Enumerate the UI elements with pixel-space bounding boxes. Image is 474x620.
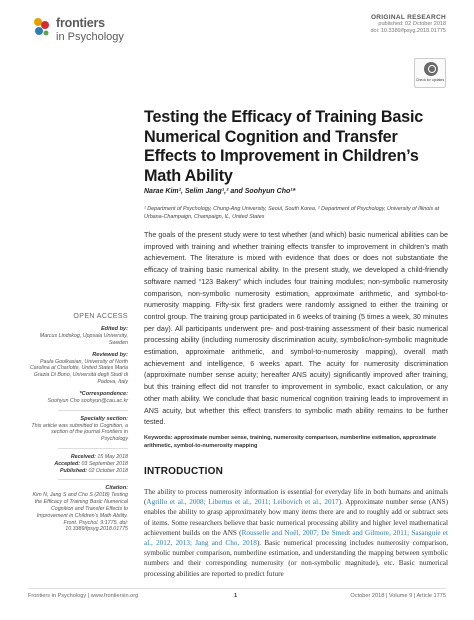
accepted-date: Accepted: 03 September 2018 [54,460,128,467]
sidebar [28,313,128,538]
check-updates-icon [424,62,438,76]
article-type: ORIGINAL RESEARCH [370,14,446,21]
specialty-label: Specialty section: [80,415,128,422]
frontiers-logo-icon [30,16,52,38]
logo-journal-text: in Psychology [56,31,124,43]
edited-by-label: Edited by: [100,326,128,332]
keywords: Keywords: approximate number sense, training, numerosity comparison, numberline estimation, approximate arithmetic, symbol-to-numerosity mapping [144,435,437,449]
abstract: The goals of the present study were to test whether (and which) basic numerical abilities can be improved with training and whether training effects transfer to improvement in children’s math achievement. The literature is mixed with evidence that does or does not substantiate the efficacy of training basic numerical ability. In the present study, we developed a child-friendly software named “123 Bakery” which includes four training modules; non-symbolic numerosity comparison, non-symbolic numerosity estimation, approximate arithmetic, and symbol-to-numerosity mapping. Fifty-six first graders were randomly assigned to either the training or control group. The training group participated in 6 weeks of training (5 times a week, 30 minutes per day). All participants underwent pre- and post-training assessment of their basic numerical processing ability (including numerosity discrimination acuity, symbolic/non-symbolic magnitude estimation, approximate arithmetic, and symbol-to-numerosity mapping), overall math achievement and intelligence, 6 weeks apart. The acuity for numerosity discrimination (approximate number sense acuity; hereafter ANS acuity) significantly improved after training, but this training effect did not transfer to improvement in symbolic, exact calculation, or any other math ability. We conclude that basic numerical cognition training leads to improvement in ANS acuity, but whether this effect transfers to symbolic math ability remains to be further tested. [144,231,448,427]
citation-link[interactable]: Agrillo et al., 2008; Libertus et al., 2011; Leibovich et al., 2017 [146,498,339,507]
frontiers-logo[interactable] [30,14,140,48]
citation: Kim N, Jang S and Cho S (2018) Testing the Efficacy of Training Basic Numerical Cognition and Transfer Effects to Improvement in Children’s Math Ability. Front. Psychol. 9:1775. doi: 10.3389/fpsyg.2018.01775 [32,492,128,533]
introduction-text: The ability to process numerosity information is essential for everyday life in both humans and animals (Agrillo et al., 2008; Libertus et al., 2011; Leibovich et al., 2017). Approximate number sense (ANS) enables the ability to grasp approximately how many items there are and to roughly add or subtract sets of items. Some researchers believe that basic numerical processing ability and higher level mathematical achievement builds on the ANS (Rousselle and Noël, 2007; De Smedt and Gilmore, 2011; Sasanguie et al., 2012, 2013; Jang and Cho, 2018). Basic numerical processing includes numerosity comparison, symbolic number comparison, numberline estimation, and understanding the mapping between symbolic numbers and their corresponding numerosity (or non-symbolic magnitude), etc. Basic numerical processing abilities are reported to predict future [144,488,448,578]
page-number: 1 [234,593,238,599]
introduction-heading: INTRODUCTION [144,466,224,477]
check-for-updates-button[interactable] [414,58,446,88]
citation-link[interactable]: Rousselle and Noël, 2007; De Smedt and Gilmore, 2011; Sasanguie et al., 2012, 2013; Jang and Cho, 2018 [144,528,448,548]
reviewed-by: Paula Goolkasian, University of North Carolina at Charlotte, United States Maria Grazia Di Bono, Università degli Studi di Padova, Italy [29,358,128,385]
page-footer [28,588,446,599]
article-title: Testing the Efficacy of Training Basic Numerical Cognition and Transfer Effects to Improvement in Children’s Math Ability [144,108,424,185]
edited-by: Marcus Lindskog, Uppsala University, Sweden [39,333,128,346]
open-access-label: OPEN ACCESS [73,313,128,320]
sidebar-divider [58,410,128,411]
check-updates-label: Check for updates [415,78,445,82]
received-date: Received: 15 May 2018 [70,453,128,460]
published-date: published: 02 October 2018 [378,21,446,27]
sidebar-divider [58,479,128,480]
article-meta [266,14,446,35]
specialty-section: This article was submitted to Cognition, a section of the journal Frontiers in Psychology [31,422,128,443]
footer-journal-link[interactable]: Frontiers in Psychology | www.frontiersin.org [28,593,139,599]
logo-brand-text: frontiers [56,16,105,30]
citation-label: Citation: [105,485,128,492]
authors: Narae Kim¹, Selim Jang¹,² and Soohyun Cho¹* [144,188,296,195]
sidebar-divider [58,448,128,449]
correspondence[interactable]: Soohyun Cho soohyun@cau.ac.kr [47,397,128,404]
doi-link[interactable]: doi: 10.3389/fpsyg.2018.01775 [370,28,446,34]
reviewed-by-label: Reviewed by: [92,351,128,358]
footer-issue: October 2018 | Volume 9 | Article 1775 [350,593,446,599]
published-date-sidebar: Published: 02 October 2018 [59,467,128,474]
correspondence-label: *Correspondence: [79,390,128,397]
affiliations: ¹ Department of Psychology, Chung-Ang University, Seoul, South Korea, ² Department of Psychology, University of Illinois at Urbana-Champaign, Champaign, IL, United States [144,206,440,220]
